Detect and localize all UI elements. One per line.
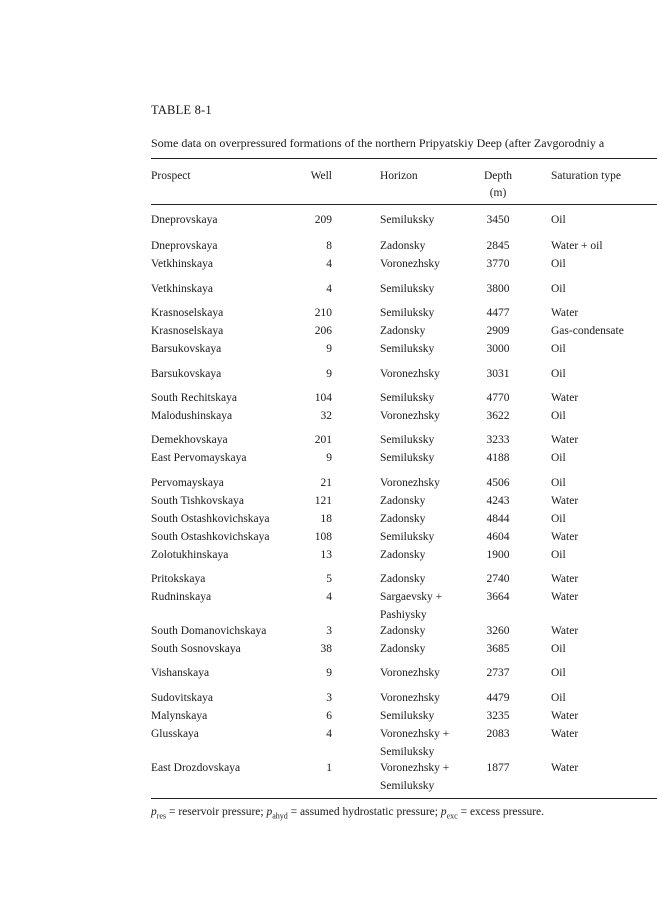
- cell-saturation: Water + oil: [551, 240, 603, 252]
- header-prospect: Prospect: [151, 170, 191, 182]
- cell-prospect: South Rechitskaya: [151, 392, 237, 404]
- cell-saturation: Oil: [551, 343, 566, 355]
- cell-depth: 3450: [486, 214, 510, 226]
- cell-saturation: Water: [551, 307, 579, 319]
- cell-depth: 3260: [486, 625, 510, 637]
- cell-well: 121: [314, 495, 332, 507]
- cell-horizon: Semiluksky: [380, 392, 435, 404]
- cell-horizon: Voronezhsky: [380, 477, 440, 489]
- cell-horizon: Semiluksky: [380, 434, 435, 446]
- cell-saturation: Water: [551, 710, 579, 722]
- table-label: TABLE 8-1: [151, 103, 212, 117]
- cell-depth: 2845: [486, 240, 510, 252]
- cell-saturation: Oil: [551, 643, 566, 655]
- cell-horizon: Voronezhsky: [380, 368, 440, 380]
- cell-well: 1: [326, 762, 332, 774]
- cell-saturation: Water: [551, 625, 579, 637]
- cell-saturation: Water: [551, 495, 579, 507]
- cell-prospect: East Drozdovskaya: [151, 762, 241, 774]
- cell-horizon: Zadonsky: [380, 513, 426, 525]
- cell-depth: 4844: [486, 513, 510, 525]
- cell-depth: 3000: [486, 343, 510, 355]
- header-saturation: Saturation type: [551, 170, 621, 182]
- cell-saturation: Oil: [551, 410, 566, 422]
- cell-saturation: Water: [551, 573, 579, 585]
- cell-well: 9: [326, 343, 332, 355]
- cell-prospect: Demekhovskaya: [151, 434, 228, 446]
- cell-depth: 2740: [486, 573, 510, 585]
- cell-well: 9: [326, 452, 332, 464]
- cell-prospect: Rudninskaya: [151, 591, 212, 603]
- cell-prospect: Krasnoselskaya: [151, 307, 224, 319]
- cell-saturation: Oil: [551, 692, 566, 704]
- cell-saturation: Oil: [551, 549, 566, 561]
- table-header-rule: [151, 204, 657, 205]
- footnote-text-3: = excess pressure.: [457, 806, 545, 818]
- cell-horizon: Voronezhsky +: [380, 762, 450, 774]
- cell-well: 32: [320, 410, 332, 422]
- cell-prospect: Pritokskaya: [151, 573, 206, 585]
- cell-saturation: Water: [551, 762, 579, 774]
- cell-prospect: Malynskaya: [151, 710, 208, 722]
- cell-depth: 3664: [486, 591, 510, 603]
- cell-prospect: Sudovitskaya: [151, 692, 213, 704]
- cell-well: 18: [320, 513, 332, 525]
- cell-horizon-continued: Pashiysky: [380, 609, 427, 621]
- cell-horizon: Zadonsky: [380, 495, 426, 507]
- cell-horizon: Zadonsky: [380, 549, 426, 561]
- cell-saturation: Oil: [551, 667, 566, 679]
- cell-saturation: Gas-condensate: [551, 325, 624, 337]
- cell-well: 3: [326, 692, 332, 704]
- footnote-symbol-pahyd: p: [266, 806, 273, 818]
- cell-prospect: Vishanskaya: [151, 667, 210, 679]
- cell-depth: 3685: [486, 643, 510, 655]
- cell-well: 21: [320, 477, 332, 489]
- cell-saturation: Oil: [551, 283, 566, 295]
- cell-horizon: Semiluksky: [380, 710, 435, 722]
- cell-well: 9: [326, 667, 332, 679]
- cell-prospect: Dneprovskaya: [151, 240, 218, 252]
- cell-depth: 2737: [486, 667, 510, 679]
- cell-saturation: Water: [551, 434, 579, 446]
- cell-saturation: Water: [551, 728, 579, 740]
- cell-saturation: Oil: [551, 477, 566, 489]
- cell-horizon: Voronezhsky: [380, 692, 440, 704]
- cell-well: 13: [320, 549, 332, 561]
- cell-horizon: Voronezhsky: [380, 410, 440, 422]
- cell-well: 6: [326, 710, 332, 722]
- cell-saturation: Oil: [551, 368, 566, 380]
- cell-depth: 4770: [486, 392, 510, 404]
- cell-prospect: Vetkhinskaya: [151, 258, 213, 270]
- cell-well: 104: [314, 392, 332, 404]
- cell-horizon: Sargaevsky +: [380, 591, 443, 603]
- cell-depth: 4243: [486, 495, 510, 507]
- header-well: Well: [310, 170, 332, 182]
- cell-horizon-continued: Semiluksky: [380, 746, 435, 758]
- cell-saturation: Water: [551, 531, 579, 543]
- cell-prospect: Vetkhinskaya: [151, 283, 213, 295]
- cell-horizon: Voronezhsky: [380, 258, 440, 270]
- cell-depth: 3233: [486, 434, 510, 446]
- cell-saturation: Oil: [551, 214, 566, 226]
- cell-horizon: Semiluksky: [380, 343, 435, 355]
- cell-well: 201: [314, 434, 332, 446]
- footnote-symbol-pexc: p: [440, 806, 447, 818]
- cell-prospect: Krasnoselskaya: [151, 325, 224, 337]
- cell-well: 206: [314, 325, 332, 337]
- header-horizon: Horizon: [380, 170, 418, 182]
- cell-horizon: Zadonsky: [380, 643, 426, 655]
- cell-prospect: South Domanovichskaya: [151, 625, 267, 637]
- cell-prospect: East Pervomayskaya: [151, 452, 247, 464]
- cell-well: 4: [326, 728, 332, 740]
- cell-prospect: Zolotukhinskaya: [151, 549, 229, 561]
- cell-depth: 2083: [486, 728, 510, 740]
- header-depth: Depth: [483, 170, 513, 182]
- cell-well: 5: [326, 573, 332, 585]
- cell-horizon: Zadonsky: [380, 325, 426, 337]
- cell-horizon: Semiluksky: [380, 214, 435, 226]
- cell-depth: 3031: [486, 368, 510, 380]
- cell-saturation: Water: [551, 591, 579, 603]
- table-footnote: [151, 806, 544, 820]
- cell-saturation: Oil: [551, 513, 566, 525]
- cell-prospect: South Ostashkovichskaya: [151, 513, 270, 525]
- cell-depth: 3235: [486, 710, 510, 722]
- cell-well: 4: [326, 283, 332, 295]
- footnote-symbol-pres: p: [151, 806, 157, 818]
- cell-depth: 2909: [486, 325, 510, 337]
- footnote-sub-exc: exc: [446, 811, 458, 821]
- footnote-text-2: = assumed hydrostatic pressure;: [287, 806, 441, 818]
- cell-horizon: Zadonsky: [380, 625, 426, 637]
- cell-well: 4: [326, 591, 332, 603]
- footnote-text-1: = reservoir pressure;: [166, 806, 267, 818]
- cell-horizon: Semiluksky: [380, 307, 435, 319]
- cell-horizon: Semiluksky: [380, 452, 435, 464]
- cell-prospect: Pervomayskaya: [151, 477, 224, 489]
- cell-well: 9: [326, 368, 332, 380]
- cell-depth: 1900: [486, 549, 510, 561]
- cell-depth: 1877: [486, 762, 510, 774]
- cell-prospect: South Tishkovskaya: [151, 495, 244, 507]
- cell-horizon: Zadonsky: [380, 240, 426, 252]
- cell-saturation: Oil: [551, 452, 566, 464]
- cell-prospect: Barsukovskaya: [151, 343, 222, 355]
- table-top-rule: [151, 158, 657, 159]
- cell-prospect: South Ostashkovichskaya: [151, 531, 270, 543]
- cell-well: 210: [314, 307, 332, 319]
- cell-well: 8: [326, 240, 332, 252]
- cell-horizon: Voronezhsky: [380, 667, 440, 679]
- cell-prospect: South Sosnovskaya: [151, 643, 241, 655]
- cell-horizon-continued: Semiluksky: [380, 780, 435, 792]
- cell-well: 108: [314, 531, 332, 543]
- cell-well: 209: [314, 214, 332, 226]
- cell-saturation: Oil: [551, 258, 566, 270]
- table-bottom-rule: [151, 798, 657, 799]
- cell-horizon: Semiluksky: [380, 531, 435, 543]
- cell-depth: 3770: [486, 258, 510, 270]
- cell-horizon: Voronezhsky +: [380, 728, 450, 740]
- cell-prospect: Barsukovskaya: [151, 368, 222, 380]
- cell-horizon: Zadonsky: [380, 573, 426, 585]
- header-depth-unit: (m): [489, 187, 507, 199]
- cell-depth: 4479: [486, 692, 510, 704]
- cell-depth: 4506: [486, 477, 510, 489]
- cell-depth: 4604: [486, 531, 510, 543]
- cell-depth: 3800: [486, 283, 510, 295]
- cell-saturation: Water: [551, 392, 579, 404]
- cell-depth: 4188: [486, 452, 510, 464]
- cell-depth: 3622: [486, 410, 510, 422]
- cell-well: 4: [326, 258, 332, 270]
- footnote-sub-ahyd: ahyd: [272, 811, 288, 821]
- cell-prospect: Dneprovskaya: [151, 214, 218, 226]
- table-caption: Some data on overpressured formations of the northern Pripyatskiy Deep (after Zavgorodniy a: [151, 136, 605, 150]
- cell-horizon: Semiluksky: [380, 283, 435, 295]
- cell-depth: 4477: [486, 307, 510, 319]
- cell-well: 38: [320, 643, 332, 655]
- footnote-sub-res: res: [156, 811, 167, 821]
- cell-well: 3: [326, 625, 332, 637]
- cell-prospect: Malodushinskaya: [151, 410, 233, 422]
- cell-prospect: Glusskaya: [151, 728, 199, 740]
